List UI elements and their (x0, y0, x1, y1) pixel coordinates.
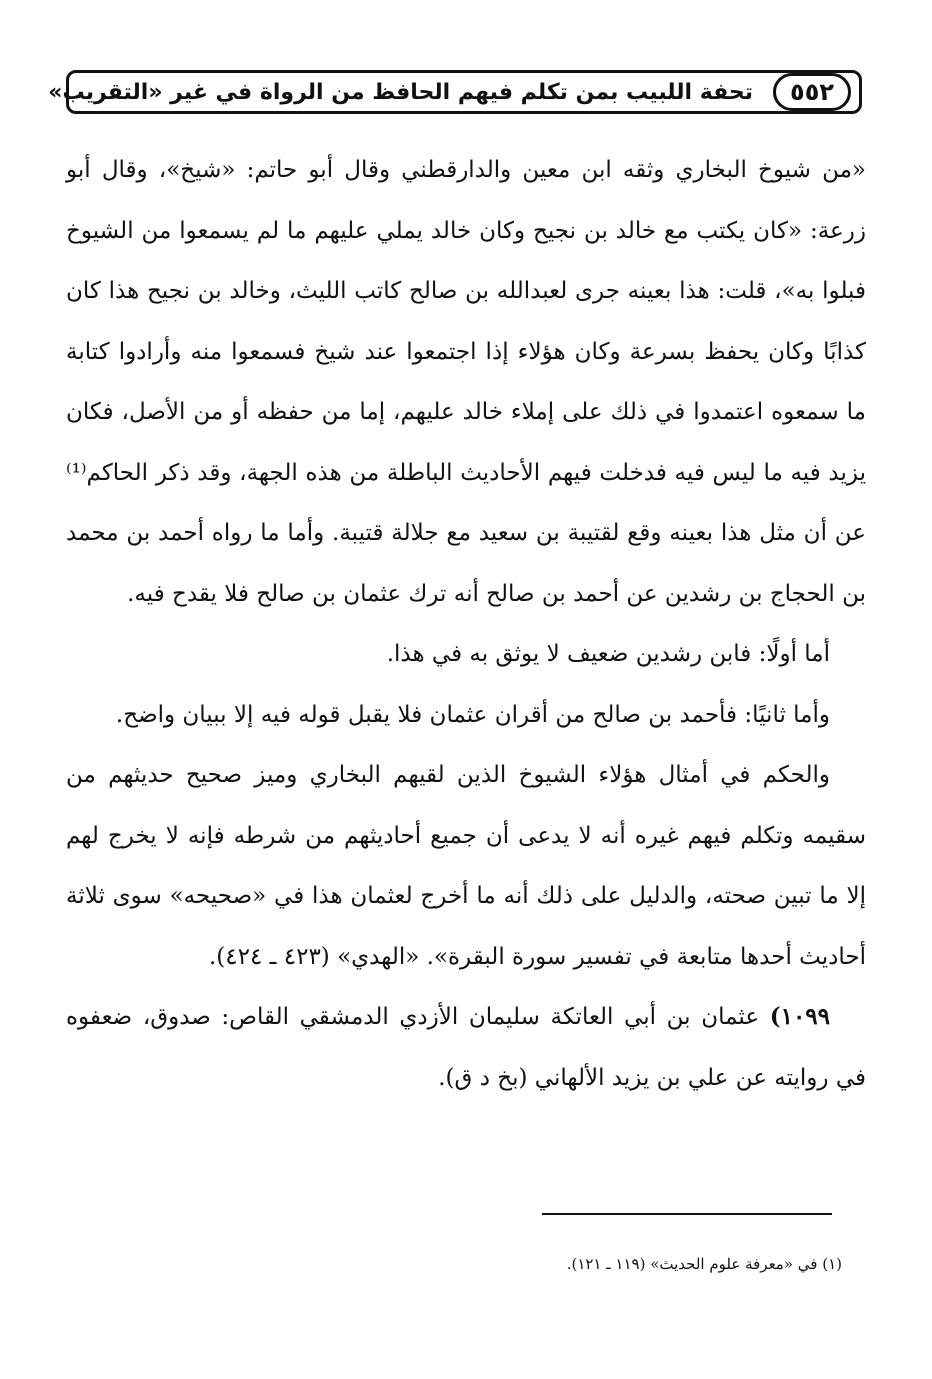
running-title: تحفة اللبيب بمن تكلم فيهم الحافظ من الرواة في غير «التقريب» (48, 79, 754, 105)
footnote: (١) في «معرفة علوم الحديث» (١١٩ ـ ١٢١). (566, 1255, 842, 1273)
main-text (66, 140, 866, 1108)
paragraph-ruling: والحكم في أمثال هؤلاء الشيوخ الذين لقيهم البخاري وميز صحيح حديثهم من سقيمه وتكلم فيهم غيره أنه لا يدعى أن جميع أحاديثهم من شرطه فإنه لا يخرج لهم إلا ما تبين صحته، والدليل على ذلك أنه ما أخرج لعثمان هذا في «صحيحه» سوى ثلاثة أحاديث أحدها متابعة في تفسير سورة البقرة». «الهدي» (٤٢٣ ـ ٤٢٤). (66, 762, 866, 970)
page-number: ٥٥٢ (773, 73, 851, 111)
footnote-separator (542, 1213, 832, 1215)
narrator-entry (66, 987, 866, 1108)
paragraph-first-point: أما أولًا: فابن رشدين ضعيف لا يوثق به في هذا. (386, 641, 830, 667)
page-header (48, 70, 862, 114)
paragraph-second-point: وأما ثانيًا: فأحمد بن صالح من أقران عثمان فلا يقبل قوله فيه إلا ببيان واضح. (115, 701, 830, 728)
entry-text: عثمان بن أبي العاتكة سليمان الأزدي الدمشقي القاص: صدوق، ضعفوه في روايته عن علي بن يزيد الألهاني (بخ د ق). (66, 1004, 866, 1091)
entry-number: ١٠٩٩) (769, 1003, 831, 1030)
paragraph-quote: «من شيوخ البخاري وثقه ابن معين والدارقطني وقال أبو حاتم: «شيخ»، وقال أبو زرعة: «كان يكتب مع خالد بن نجيح وكان خالد يملي عليهم ما لم يسمعوا من الشيوخ فبلوا به»، قلت: هذا بعينه جرى لعبدالله بن صالح كاتب الليث، وخالد بن نجيح هذا كان كذابًا وكان يحفظ بسرعة وكان هؤلاء إذا اجتمعوا عند شيخ فسمعوا منه وأرادوا كتابة ما سمعوه اعتمدوا في ذلك على إملاء خالد عليهم، إما من حفظه أو من الأصل، فكان يزيد فيه ما ليس فيه فدخلت فيهم الأحاديث الباطلة من هذه الجهة، وقد ذكر الحاكم⁽¹⁾ عن أن مثل هذا بعينه وقع لقتيبة بن سعيد مع جلالة قتيبة. وأما ما رواه أحمد بن محمد بن الحجاج بن رشدين عن أحمد بن صالح أنه ترك عثمان بن صالح فلا يقدح فيه. (66, 157, 866, 607)
